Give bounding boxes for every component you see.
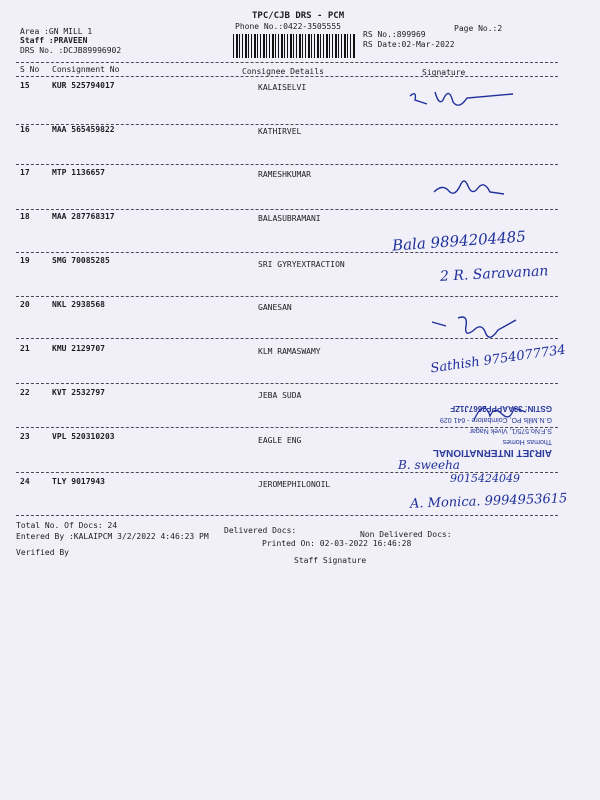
row-sno: 16 xyxy=(20,125,30,134)
row-sno: 22 xyxy=(20,388,30,397)
area-label: Area :GN MILL 1 xyxy=(20,27,93,36)
row-sno: 18 xyxy=(20,212,30,221)
page-number: Page No.:2 xyxy=(454,24,503,33)
row-sno: 20 xyxy=(20,300,30,309)
row-sno: 24 xyxy=(20,477,30,486)
row-consignment: KVT 2532797 xyxy=(52,388,105,397)
handwriting-row-24-name: B. sweeha xyxy=(398,458,460,472)
row-consignment: MAA 565459822 xyxy=(52,125,115,134)
row-consignee: KLM RAMASWAMY xyxy=(258,347,321,356)
row-divider xyxy=(16,164,558,165)
row-divider xyxy=(16,383,558,384)
row-divider xyxy=(16,209,558,210)
delivered-docs: Delivered Docs: xyxy=(224,526,297,535)
row-consignee: JEBA SUDA xyxy=(258,391,302,400)
row-consignment: SMG 70085285 xyxy=(52,256,110,265)
stamp-gstin: GSTIN: 33AAPPF2667J1ZF xyxy=(450,404,552,413)
col-sno: S No xyxy=(20,65,40,74)
row-consignee: EAGLE ENG xyxy=(258,436,302,445)
row-sno: 15 xyxy=(20,81,30,90)
row-divider xyxy=(16,252,558,253)
handwriting-row-24-phone: 9015424049 xyxy=(450,472,520,485)
drs-number: DRS No. :DCJB89996902 xyxy=(20,46,122,55)
document-title: TPC/CJB DRS - PCM xyxy=(252,11,345,21)
signature-row-15 xyxy=(405,84,520,118)
row-divider xyxy=(16,296,558,297)
row-consignee: BALASUBRAMANI xyxy=(258,214,321,223)
stamp-line-2: Thomas Homes xyxy=(502,438,552,445)
barcode xyxy=(233,34,355,58)
row-sno: 21 xyxy=(20,344,30,353)
col-consignee: Consignee Details xyxy=(242,67,324,76)
row-consignment: NKL 2938568 xyxy=(52,300,105,309)
row-consignee: JEROMEPHILONOIL xyxy=(258,480,331,489)
rs-number: RS No.:899969 xyxy=(363,30,426,39)
staff-label: Staff :PRAVEEN xyxy=(20,36,88,45)
total-docs: Total No. Of Docs: 24 xyxy=(16,521,118,530)
row-divider xyxy=(16,515,558,516)
phone-number: Phone No.:0422-3505555 xyxy=(235,22,341,31)
entered-by: Entered By :KALAIPCM 3/2/2022 4:46:23 PM xyxy=(16,532,209,541)
row-consignment: MAA 287768317 xyxy=(52,212,115,221)
handwriting-row-18: Bala 9894204485 xyxy=(391,227,527,255)
stamp-company: AIRJET INTERNATIONAL xyxy=(432,447,552,458)
handwriting-row-19: 2 R. Saravanan xyxy=(439,263,549,285)
row-consignee: KALAISELVI xyxy=(258,83,307,92)
handwriting-row-24-second: A. Monica. 9994953615 xyxy=(409,491,568,512)
row-sno: 23 xyxy=(20,432,30,441)
row-sno: 19 xyxy=(20,256,30,265)
row-consignment: MTP 1136657 xyxy=(52,168,105,177)
signature-row-20 xyxy=(428,312,523,348)
row-consignee: GANESAN xyxy=(258,303,292,312)
signature-row-22 xyxy=(470,396,530,426)
row-consignment: TLY 9017943 xyxy=(52,477,105,486)
row-consignee: RAMESHKUMAR xyxy=(258,170,311,179)
signature-row-17 xyxy=(430,172,510,202)
row-sno: 17 xyxy=(20,168,30,177)
stamp-line-4: G.N.Mills PO, Coimbatore - 641 029 xyxy=(439,416,552,423)
header-rule-bottom xyxy=(16,76,558,77)
row-consignee: SRI GYRYEXTRACTION xyxy=(258,260,345,269)
stamp-line-3: S.F.No.575/1, Vivek Nagar xyxy=(469,427,552,434)
printed-on: Printed On: 02-03-2022 16:46:28 xyxy=(262,539,412,548)
header-rule-top xyxy=(16,62,558,63)
verified-by: Verified By xyxy=(16,548,69,557)
row-consignee: KATHIRVEL xyxy=(258,127,302,136)
non-delivered-docs: Non Delivered Docs: xyxy=(360,530,452,539)
handwriting-row-21: Sathish 9754077734 xyxy=(429,342,567,377)
staff-signature-label: Staff Signature xyxy=(294,556,367,565)
row-consignment: VPL 520310203 xyxy=(52,432,115,441)
col-signature: Signature xyxy=(422,68,466,77)
rs-date: RS Date:02-Mar-2022 xyxy=(363,40,455,49)
row-consignment: KUR 525794017 xyxy=(52,81,115,90)
row-consignment: KMU 2129707 xyxy=(52,344,105,353)
col-consignment: Consignment No xyxy=(52,65,120,74)
